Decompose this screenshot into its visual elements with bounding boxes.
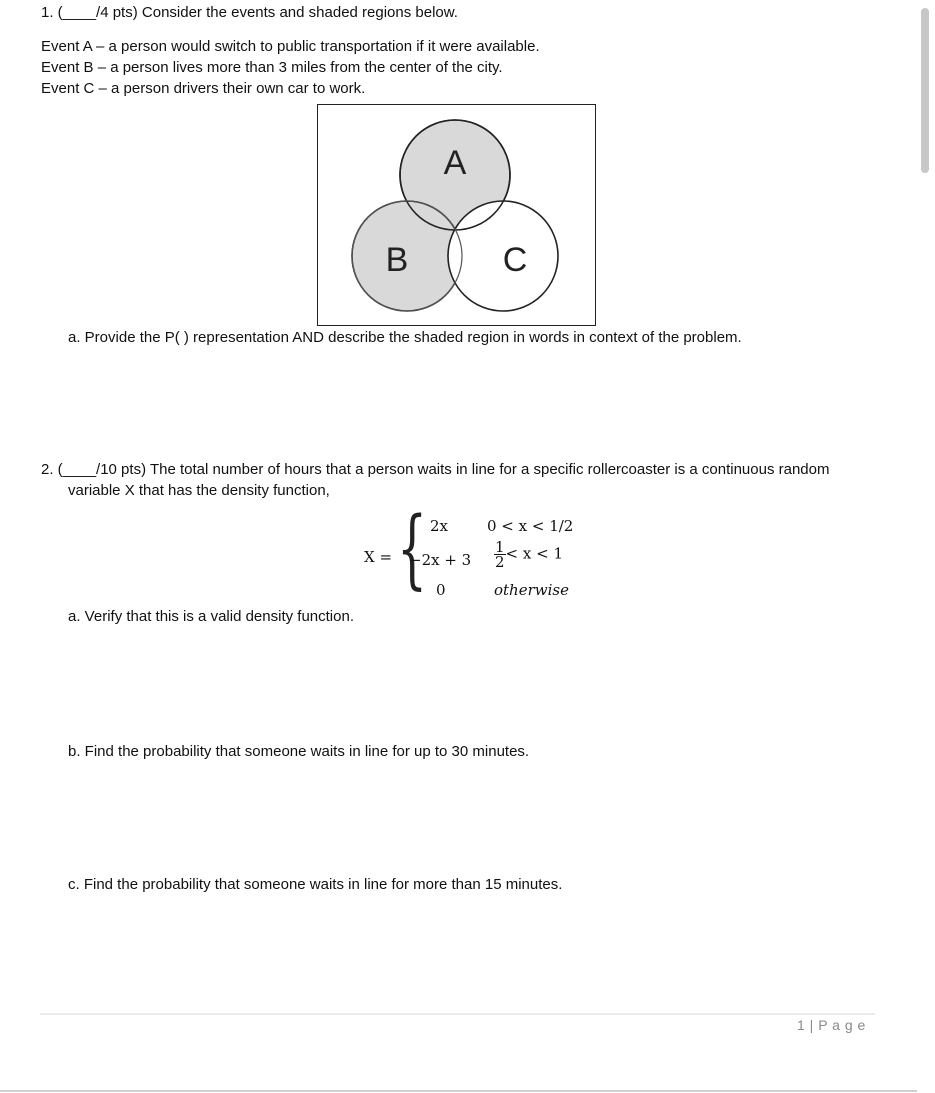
piecewise-lhs: X = [364,548,393,566]
q2-part-b: b. Find the probability that someone waits in line for up to 30 minutes. [68,743,530,760]
event-a-text: Event A – a person would switch to public transportation if it were available. [41,38,540,55]
footer-divider [40,1013,875,1015]
piecewise-row1-cond: 0 < x < 1/2 [487,517,574,535]
q1-part-a: a. Provide the P( ) representation AND describe the shaded region in words in context of the problem. [68,329,742,346]
piecewise-row2-fraction [494,540,506,569]
page-number: 1 | P a g e [797,1017,866,1033]
venn-label-a: A [443,144,467,182]
piecewise-brace: { [397,499,428,599]
piecewise-row2-cond [494,540,563,569]
piecewise-row3-expr: 0 [436,581,446,599]
piecewise-row2-cond-rest: < x < 1 [505,544,563,563]
venn-label-b: B [385,241,409,279]
page-bottom-edge [0,1090,935,1092]
piecewise-row1-expr: 2x [430,517,449,535]
venn-label-c: C [502,241,528,279]
piecewise-row2-expr: −2x + 3 [409,551,472,569]
q2-part-a: a. Verify that this is a valid density function. [68,608,354,625]
event-b-text: Event B – a person lives more than 3 miles from the center of the city. [41,59,503,76]
fraction-numerator: 1 [495,538,505,556]
scrollbar-thumb[interactable] [921,8,929,173]
q1-header: 1. (____/4 pts) Consider the events and shaded regions below. [41,4,458,21]
venn-diagram [317,104,597,326]
event-c-text: Event C – a person drivers their own car to work. [41,80,366,97]
q2-part-c: c. Find the probability that someone waits in line for more than 15 minutes. [68,876,563,893]
q2-header-line1: 2. (____/10 pts) The total number of hours that a person waits in line for a specific rollercoaster is a continuous random [41,461,830,478]
fraction-denominator: 2 [495,553,505,571]
piecewise-row3-cond: otherwise [494,581,569,599]
q2-header-line2: variable X that has the density function, [68,482,330,499]
